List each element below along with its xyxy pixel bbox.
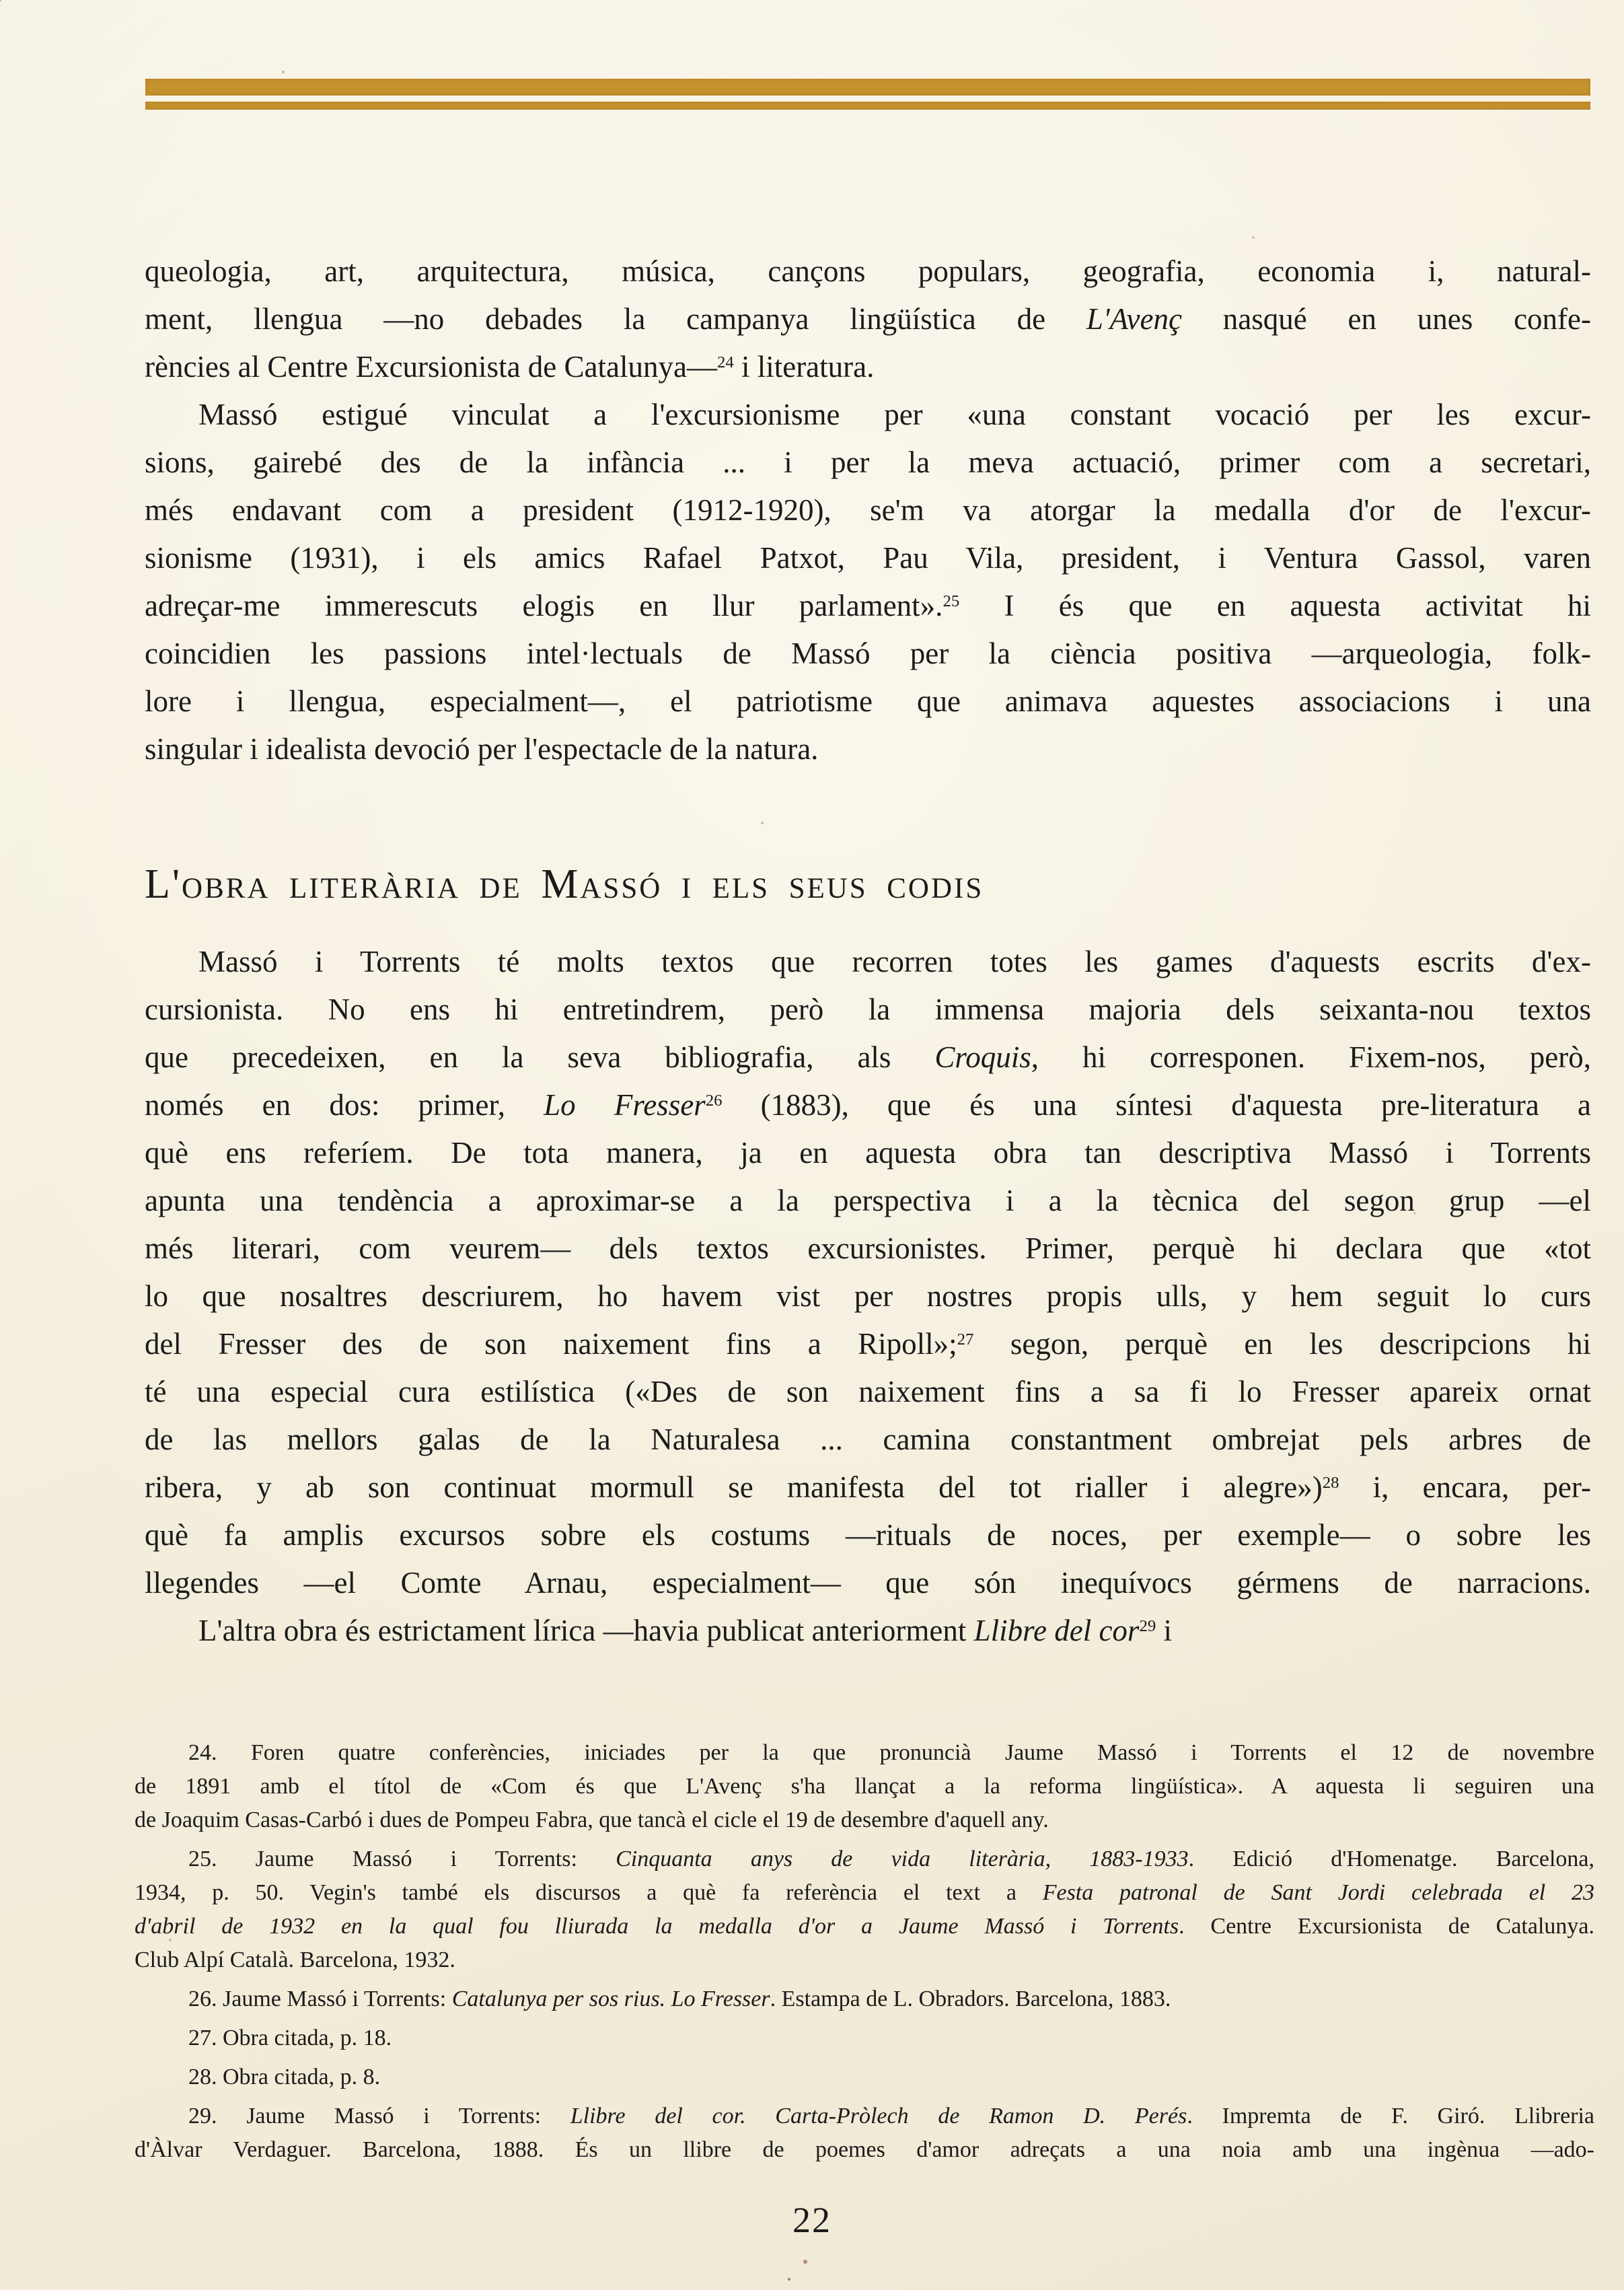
italic-text: Croquis — [934, 1040, 1031, 1074]
footnote-marker: 24 — [716, 353, 734, 372]
text-line — [145, 1607, 1591, 1655]
footnote-marker: 28 — [1322, 1474, 1339, 1493]
footnote-marker: 25 — [943, 592, 960, 611]
text-line — [145, 630, 1591, 678]
text-line — [145, 1177, 1591, 1225]
text-segment: 1934, p. 50. Vegin's també els discursos a què fa referència el text a — [135, 1880, 1043, 1905]
footnote — [135, 1842, 1594, 1977]
text-line — [145, 343, 1591, 391]
paragraph — [145, 938, 1591, 1607]
text-segment: només en dos: primer, — [145, 1088, 544, 1122]
text-segment: 27. Obra citada, p. 18. — [188, 2026, 392, 2050]
text-line — [145, 1464, 1591, 1511]
text-segment: lo que nosaltres descriurem, ho havem vist per nostres propis ulls, y hem seguit lo curs — [145, 1279, 1591, 1313]
text-segment: rències al Centre Excursionista de Catalunya— — [145, 350, 717, 384]
text-segment: ribera, y ab son continuat mormull se manifesta del tot rialler i alegre») — [145, 1470, 1323, 1504]
text-line — [135, 2100, 1594, 2133]
text-segment: més literari, com veurem— dels textos excursionistes. Primer, perquè hi declara que «tot — [145, 1231, 1591, 1265]
text-segment: 29. Jaume Massó i Torrents: — [188, 2104, 570, 2128]
decorative-rule-top — [145, 79, 1590, 96]
text-segment: lore i llengua, especialment—, el patriotisme que animava aquestes associacions i una — [145, 684, 1591, 718]
text-segment: què fa amplis excursos sobre els costums —rituals de noces, per exemple— o sobre les — [145, 1518, 1591, 1552]
text-line — [145, 1416, 1591, 1464]
text-segment: I és que en aquesta activitat hi — [959, 589, 1591, 622]
text-segment: Club Alpí Català. Barcelona, 1932. — [135, 1947, 455, 1972]
text-segment: d'Àlvar Verdaguer. Barcelona, 1888. És un llibre de poemes d'amor adreçats a una noia amb una ingènua —ado- — [135, 2137, 1594, 2162]
footnote — [135, 2061, 1594, 2094]
text-line — [135, 2021, 1594, 2055]
footnote-marker: 29 — [1139, 1617, 1156, 1636]
italic-text: Festa patronal de Sant Jordi celebrada el 23 — [1042, 1880, 1594, 1905]
text-segment: més endavant com a president (1912-1920), se'm va atorgar la medalla d'or de l'excur- — [145, 493, 1591, 527]
text-line — [145, 1273, 1591, 1320]
paper-specks — [0, 0, 1, 1]
text-segment: què ens referíem. De tota manera, ja en aquesta obra tan descriptiva Massó i Torrents — [145, 1136, 1591, 1170]
text-line — [135, 1736, 1594, 1770]
text-line — [145, 725, 1591, 773]
text-line — [145, 439, 1591, 487]
text-line — [145, 678, 1591, 725]
text-segment: i, encara, per- — [1339, 1470, 1591, 1504]
text-segment: nasqué en unes confe- — [1181, 302, 1591, 336]
paragraph — [145, 391, 1591, 773]
text-segment: (1883), que és una síntesi d'aquesta pre-literatura a — [722, 1088, 1592, 1122]
text-line — [145, 986, 1591, 1034]
italic-text: Cinquanta anys de vida literària, 1883-1933 — [616, 1847, 1189, 1871]
text-segment: adreçar-me immerescuts elogis en llur parlament». — [145, 589, 943, 622]
text-segment: cursionista. No ens hi entretindrem, però la immensa majoria dels seixanta-nou textos — [145, 993, 1591, 1026]
text-segment: Massó estigué vinculat a l'excursionisme per «una constant vocació per les excur- — [198, 398, 1591, 431]
text-line — [145, 1559, 1591, 1607]
text-segment: . Impremta de F. Giró. Llibreria — [1187, 2104, 1595, 2128]
text-line — [145, 938, 1591, 986]
body-text — [145, 248, 1591, 1655]
text-line — [135, 2061, 1594, 2094]
text-segment: de Joaquim Casas-Carbó i dues de Pompeu Fabra, que tancà el cicle el 19 de desembre d'aquell any. — [135, 1808, 1049, 1832]
italic-text: Catalunya per sos rius. Lo Fresser — [451, 1987, 770, 2011]
text-segment: . Edició d'Homenatge. Barcelona, — [1188, 1847, 1595, 1871]
text-line — [145, 1129, 1591, 1177]
text-line — [135, 2133, 1594, 2167]
text-segment: queologia, art, arquitectura, música, cançons populars, geografia, economia i, natural- — [145, 254, 1591, 288]
decorative-rule-bottom — [145, 102, 1590, 110]
footnote — [135, 1982, 1594, 2016]
section-heading: L'obra literària de Massó i els seus codis — [145, 861, 984, 907]
footnote — [135, 1736, 1594, 1837]
text-segment: 24. Foren quatre conferències, iniciades per la que pronuncià Jaume Massó i Torrents el 12 de novembre — [188, 1740, 1594, 1765]
text-line — [135, 1910, 1594, 1943]
text-segment: . Estampa de L. Obradors. Barcelona, 1883. — [770, 1987, 1171, 2011]
text-segment: i literatura. — [733, 350, 875, 384]
text-line — [145, 391, 1591, 439]
text-line — [145, 1368, 1591, 1416]
text-segment: ment, llengua —no debades la campanya lingüística de — [145, 302, 1086, 336]
text-segment: 25. Jaume Massó i Torrents: — [188, 1847, 616, 1871]
footnote-marker: 27 — [957, 1330, 974, 1349]
text-segment: i — [1156, 1614, 1172, 1647]
text-segment: del Fresser des de son naixement fins a Ripoll»; — [145, 1327, 957, 1361]
text-line — [145, 1511, 1591, 1559]
text-line — [135, 1803, 1594, 1837]
text-line — [145, 1034, 1591, 1081]
page-number: 22 — [792, 2200, 832, 2240]
italic-text: d'abril de 1932 en la qual fou lliurada la medalla d'or a Jaume Massó i Torrents — [135, 1914, 1179, 1939]
text-segment: Massó i Torrents té molts textos que recorren totes les games d'aquests escrits d'ex- — [198, 945, 1591, 978]
text-line — [145, 295, 1591, 343]
text-segment: sionisme (1931), i els amics Rafael Patxot, Pau Vila, president, i Ventura Gassol, varen — [145, 541, 1591, 575]
italic-text: Lo Fresser — [544, 1088, 706, 1122]
italic-text: Llibre del cor. Carta-Pròlech de Ramon D. Perés — [570, 2104, 1187, 2128]
footnote — [135, 2021, 1594, 2055]
italic-text: Llibre del cor — [973, 1614, 1140, 1647]
italic-text: L'Avenç — [1086, 302, 1182, 336]
text-line — [145, 1081, 1591, 1129]
text-segment: sions, gairebé des de la infància ... i per la meva actuació, primer com a secretari, — [145, 445, 1591, 479]
text-segment: segon, perquè en les descripcions hi — [973, 1327, 1591, 1361]
footnotes-section — [135, 1736, 1594, 2172]
text-segment: té una especial cura estilística («Des de son naixement fins a sa fi lo Fresser apareix ornat — [145, 1375, 1591, 1408]
text-segment: singular i idealista devoció per l'espectacle de la natura. — [145, 732, 819, 766]
paragraph — [145, 248, 1591, 391]
text-segment: de las mellors galas de la Naturalesa ... camina constantment ombrejat pels arbres de — [145, 1423, 1591, 1456]
text-line — [145, 582, 1591, 630]
text-line — [135, 1982, 1594, 2016]
text-line — [135, 1876, 1594, 1910]
footnote — [135, 2100, 1594, 2167]
text-line — [145, 1225, 1591, 1273]
text-line — [145, 534, 1591, 582]
text-segment: L'altra obra és estrictament lírica —havia publicat anteriorment — [198, 1614, 974, 1647]
text-line — [135, 1842, 1594, 1876]
text-line — [135, 1943, 1594, 1977]
text-segment: que precedeixen, en la seva bibliografia, als — [145, 1040, 935, 1074]
footnote-marker: 26 — [705, 1092, 723, 1110]
text-line — [135, 1770, 1594, 1803]
text-segment: coincidien les passions intel·lectuals de Massó per la ciència positiva —arqueologia, folk- — [145, 637, 1591, 670]
text-segment: de 1891 amb el títol de «Com és que L'Avenç s'ha llançat a la reforma lingüística». A aquesta li seguiren una — [135, 1774, 1594, 1799]
text-segment: apunta una tendència a aproximar-se a la perspectiva i a la tècnica del segon grup —el — [145, 1184, 1591, 1217]
text-segment: , hi corresponen. Fixem-nos, però, — [1031, 1040, 1591, 1074]
text-segment: llegendes —el Comte Arnau, especialment— que són inequívocs gérmens de narracions. — [145, 1566, 1591, 1600]
text-segment: . Centre Excursionista de Catalunya. — [1179, 1914, 1594, 1939]
text-line — [145, 487, 1591, 534]
text-segment: 26. Jaume Massó i Torrents: — [188, 1987, 452, 2011]
text-segment: 28. Obra citada, p. 8. — [188, 2065, 381, 2089]
paragraph — [145, 1607, 1591, 1655]
text-line — [145, 248, 1591, 295]
text-line — [145, 1320, 1591, 1368]
